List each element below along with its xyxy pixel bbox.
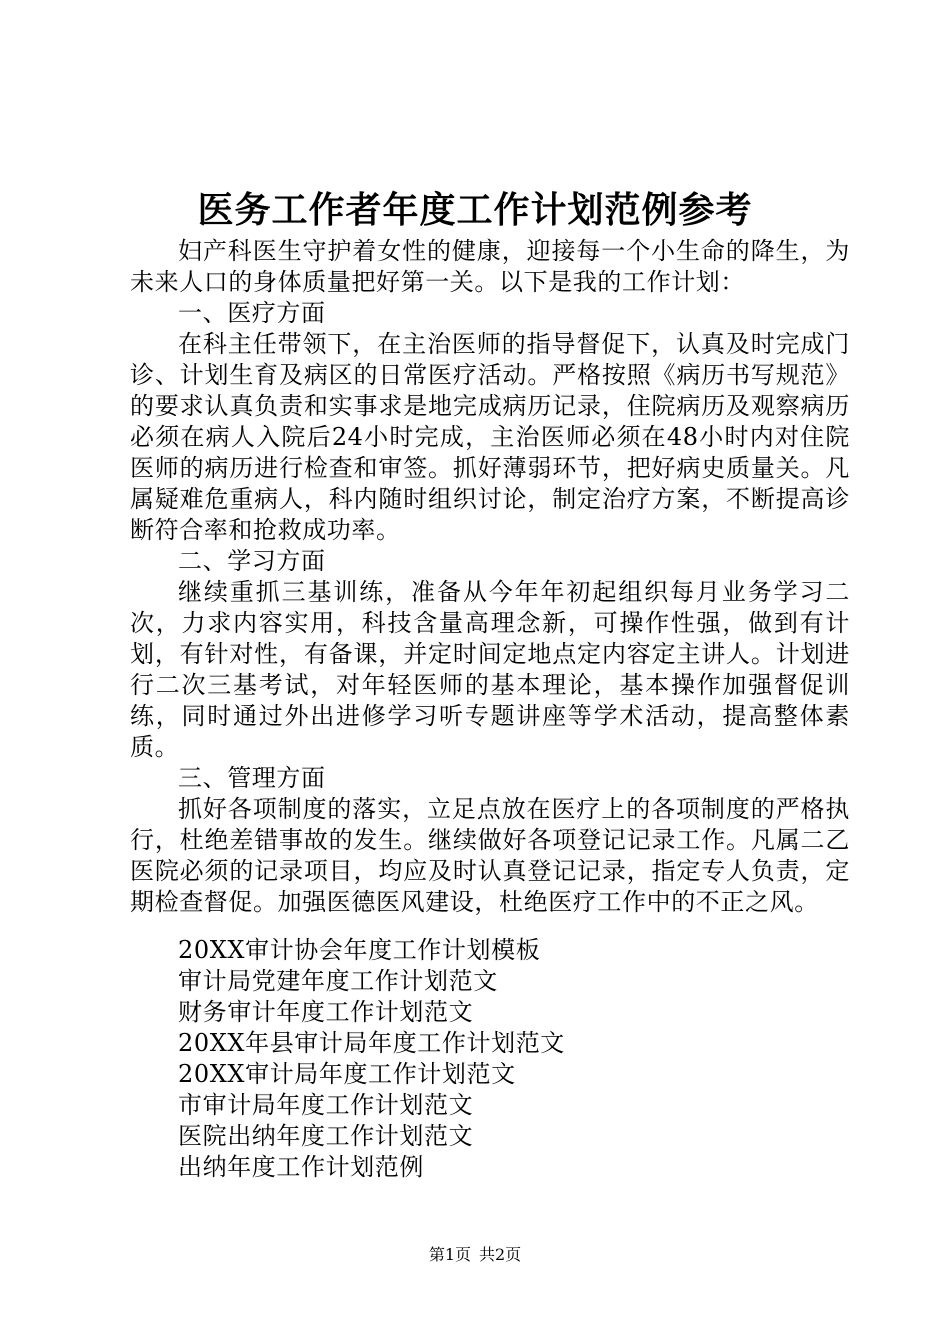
related-link[interactable]: 医院出纳年度工作计划范文 [178,1122,474,1150]
section-paragraph-management: 抓好各项制度的落实，立足点放在医疗上的各项制度的严格执行，杜绝差错事故的发生。继续做好各项登记记录工作。凡属二乙医院必须的记录项目，均应及时认真登记记录，指定专人负责，定期检查督促。加强医德医风建设，杜绝医疗工作中的不正之风。 [130,795,850,916]
related-link[interactable]: 20XX审计协会年度工作计划模板 [178,936,541,964]
related-link[interactable]: 出纳年度工作计划范例 [178,1153,424,1181]
section-heading-management: 三、管理方面 [178,764,326,792]
related-links-list [178,935,838,1183]
section-heading-medical: 一、医疗方面 [178,299,326,327]
section-paragraph-medical: 在科主任带领下，在主治医师的指导督促下，认真及时完成门诊、计划生育及病区的日常医疗活动。严格按照《病历书写规范》的要求认真负责和实事求是地完成病历记录，住院病历及观察病历必须在病人入院后24小时完成，主治医师必须在48小时内对住院医师的病历进行检查和审签。抓好薄弱环节，把好病史质量关。凡属疑难危重病人，科内随时组织讨论，制定治疗方案，不断提高诊断符合率和抢救成功率。 [130,330,850,544]
related-link[interactable]: 20XX审计局年度工作计划范文 [178,1060,516,1088]
document-body [130,236,850,918]
section-paragraph-study: 继续重抓三基训练，准备从今年年初起组织每月业务学习二次，力求内容实用，科技含量高理念新，可操作性强，做到有计划，有针对性，有备课，并定时间定地点定内容定主讲人。计划进行二次三基考试，对年轻医师的基本理论，基本操作加强督促训练，同时通过外出进修学习听专题讲座等学术活动，提高整体素质。 [130,578,850,761]
related-link[interactable]: 市审计局年度工作计划范文 [178,1091,474,1119]
document-title: 医务工作者年度工作计划范例参考 [197,189,753,231]
section-heading-study: 二、学习方面 [178,547,326,575]
page-footer [0,1244,950,1266]
page-number-current: 第1页 [428,1245,471,1264]
related-link[interactable]: 财务审计年度工作计划范文 [178,998,474,1026]
page-number-total: 共2页 [479,1245,522,1264]
related-link[interactable]: 审计局党建年度工作计划范文 [178,967,498,995]
related-link[interactable]: 20XX年县审计局年度工作计划范文 [178,1029,565,1057]
intro-paragraph: 妇产科医生守护着女性的健康，迎接每一个小生命的降生，为未来人口的身体质量把好第一关。以下是我的工作计划： [130,237,850,296]
